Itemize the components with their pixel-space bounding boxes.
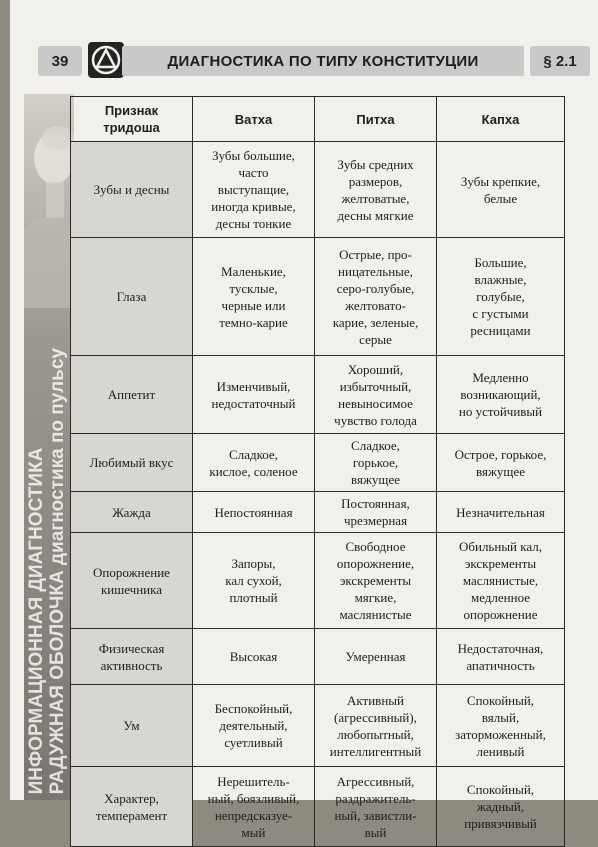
- pitta-cell: [315, 685, 437, 767]
- cell-line: ленивый: [476, 743, 525, 759]
- pitta-cell: [315, 767, 437, 847]
- statue-head-icon: [24, 98, 74, 308]
- cell-line: Активный: [347, 692, 404, 708]
- cell-line: ницательные,: [338, 263, 413, 279]
- cell-line: Изменчивый,: [216, 378, 291, 394]
- cell-line: жадный,: [476, 799, 525, 814]
- chapter-title: ДИАГНОСТИКА ПО ТИПУ КОНСТИТУЦИИ: [122, 46, 524, 76]
- constitution-table: [70, 96, 565, 847]
- cell-line: Зубы средних: [337, 156, 414, 172]
- cell-line: Недостаточная,: [457, 640, 544, 656]
- cell-line: Сладкое,: [229, 446, 278, 462]
- feature-cell: Опорожнение кишечника: [71, 533, 193, 629]
- cell-line: возникающий,: [460, 387, 541, 402]
- vata-cell: [193, 238, 315, 356]
- cell-line: чувство голода: [334, 412, 417, 428]
- cell-line: Незначительная: [456, 504, 545, 520]
- cell-line: Агрессивный,: [336, 773, 415, 789]
- feature-cell: Глаза: [71, 238, 193, 356]
- cell-line: привязчивый: [464, 816, 537, 831]
- cell-line: десны мягкие: [337, 207, 414, 223]
- cell-line: желтовато-: [345, 297, 406, 313]
- cell-line: Непостоянная: [214, 504, 293, 520]
- cell-line: Медленно: [472, 370, 529, 385]
- cell-line: экскременты: [464, 556, 537, 571]
- cell-line: размеров,: [348, 173, 403, 189]
- cell-line: вяжущее: [476, 463, 525, 479]
- page-header: [38, 42, 590, 82]
- cell-line: тусклые,: [229, 280, 278, 296]
- vata-cell: [193, 685, 315, 767]
- feature-cell: Ум: [71, 685, 193, 767]
- cell-line: Хороший,: [347, 361, 404, 377]
- feature-cell: Аппетит: [71, 356, 193, 434]
- cell-line: вялый,: [481, 709, 520, 725]
- cell-line: раздражитель-: [335, 790, 416, 806]
- cell-line: заторможенный,: [455, 726, 546, 742]
- cell-line: серые: [359, 331, 392, 347]
- pitta-cell: [315, 492, 437, 533]
- cell-line: черные или: [221, 297, 286, 313]
- cell-line: карие, зеленые,: [332, 314, 419, 330]
- kapha-cell: [437, 533, 565, 629]
- cell-line: десны тонкие: [215, 216, 292, 231]
- cell-line: желтоватые,: [341, 190, 410, 206]
- cell-line: часто: [238, 165, 269, 180]
- table-row: [71, 767, 565, 847]
- cell-line: мый: [241, 824, 266, 840]
- feature-cell: Характер, темперамент: [71, 767, 193, 847]
- vata-cell: [193, 434, 315, 492]
- cell-line: Беспокойный,: [214, 701, 293, 716]
- pitta-cell: [315, 238, 437, 356]
- cell-line: горькое,: [352, 455, 399, 470]
- vata-cell: [193, 629, 315, 685]
- cell-line: непредсказуе-: [214, 807, 293, 823]
- cell-line: влажные,: [474, 272, 527, 287]
- kapha-cell: [437, 142, 565, 238]
- cell-line: Зубы крепкие,: [460, 173, 541, 189]
- cell-line: но устойчивый: [458, 404, 543, 419]
- cell-line: Свободное: [345, 539, 406, 554]
- cell-line: деятельный,: [219, 718, 288, 733]
- cell-line: суетливый: [224, 735, 283, 750]
- cell-line: кал сухой,: [225, 573, 282, 588]
- kapha-cell: [437, 629, 565, 685]
- feature-cell: Зубы и десны: [71, 142, 193, 238]
- kapha-cell: [437, 767, 565, 847]
- kapha-cell: [437, 356, 565, 434]
- constitution-table-wrapper: [70, 96, 564, 847]
- cell-line: мягкие,: [354, 590, 397, 605]
- header-pitta: Питха: [315, 97, 437, 142]
- vata-cell: [193, 533, 315, 629]
- cell-line: кислое, соленое: [209, 463, 298, 479]
- kapha-cell: [437, 238, 565, 356]
- cell-line: Спокойный,: [466, 782, 535, 797]
- table-row: [71, 533, 565, 629]
- pitta-cell: [315, 356, 437, 434]
- cell-line: любопытный,: [337, 726, 414, 742]
- cell-line: Большие,: [474, 255, 527, 270]
- cell-line: интеллигентный: [329, 743, 422, 759]
- cell-line: вяжущее: [351, 472, 400, 487]
- cell-line: избыточный,: [339, 378, 412, 394]
- page-number: 39: [38, 46, 82, 76]
- vata-cell: [193, 142, 315, 238]
- cell-line: Нерешитель-: [217, 773, 290, 789]
- cell-line: ный, завистли-: [334, 807, 417, 823]
- sidebar-decoration: [24, 94, 74, 800]
- kapha-cell: [437, 492, 565, 533]
- sidebar-text-2: РАДУЖНАЯ ОБОЛОЧКА диагностика по пульсу: [47, 347, 68, 794]
- cell-line: с густыми: [472, 306, 529, 321]
- cell-line: голубые,: [476, 289, 525, 304]
- cell-line: опорожнение: [463, 607, 538, 622]
- vata-cell: [193, 767, 315, 847]
- cell-line: экскременты: [339, 573, 412, 588]
- cell-line: ресницами: [470, 323, 531, 338]
- feature-cell: Жажда: [71, 492, 193, 533]
- feature-cell: Любимый вкус: [71, 434, 193, 492]
- header-feature: Признак тридоша: [71, 97, 193, 142]
- cell-line: Умеренная: [345, 649, 406, 664]
- cell-line: (агрессивный),: [334, 709, 417, 725]
- cell-line: недостаточный: [211, 395, 296, 411]
- cell-line: опорожнение,: [336, 556, 415, 571]
- kapha-cell: [437, 685, 565, 767]
- cell-line: Сладкое,: [351, 438, 400, 453]
- sidebar-text-1: ИНФОРМАЦИОННАЯ ДИАГНОСТИКА: [26, 447, 47, 794]
- section-number: § 2.1: [530, 46, 590, 76]
- cell-line: маслянистые: [339, 607, 412, 622]
- table-row: [71, 142, 565, 238]
- pitta-cell: [315, 434, 437, 492]
- cell-line: Острые, про-: [339, 246, 412, 262]
- triangle-in-circle-icon: [88, 42, 124, 78]
- table-row: [71, 356, 565, 434]
- cell-line: выступащие,: [217, 182, 290, 197]
- pitta-cell: [315, 629, 437, 685]
- table-header-row: [71, 97, 565, 142]
- cell-line: вый: [364, 824, 387, 840]
- cell-line: серо-голубые,: [336, 280, 415, 296]
- table-row: [71, 238, 565, 356]
- cell-line: маслянистые,: [462, 573, 539, 588]
- vata-cell: [193, 356, 315, 434]
- header-kapha: Капха: [437, 97, 565, 142]
- cell-line: Острое, горькое,: [454, 446, 547, 462]
- cell-line: невыносимое: [338, 395, 413, 411]
- table-row: [71, 685, 565, 767]
- table-row: [71, 492, 565, 533]
- cell-line: Зубы большие,: [212, 148, 295, 163]
- cell-line: Обильный кал,: [458, 539, 542, 554]
- table-row: [71, 629, 565, 685]
- cell-line: чрезмерная: [343, 513, 408, 528]
- cell-line: Спокойный,: [466, 692, 535, 708]
- kapha-cell: [437, 434, 565, 492]
- cell-line: белые: [483, 190, 518, 206]
- cell-line: Маленькие,: [221, 263, 286, 279]
- vata-cell: [193, 492, 315, 533]
- header-vata: Ватха: [193, 97, 315, 142]
- pitta-cell: [315, 142, 437, 238]
- table-row: [71, 434, 565, 492]
- cell-line: Высокая: [229, 649, 278, 664]
- cell-line: медленное: [470, 590, 531, 605]
- cell-line: Запоры,: [231, 556, 276, 571]
- pitta-cell: [315, 533, 437, 629]
- cell-line: апатичность: [466, 657, 535, 673]
- cell-line: Постоянная,: [341, 496, 410, 511]
- cell-line: плотный: [229, 590, 278, 605]
- cell-line: темно-карие: [219, 314, 288, 330]
- book-page: [10, 0, 598, 840]
- feature-cell: Физическая активность: [71, 629, 193, 685]
- cell-line: иногда кривые,: [211, 199, 296, 214]
- cell-line: ный, боязливый,: [207, 790, 300, 806]
